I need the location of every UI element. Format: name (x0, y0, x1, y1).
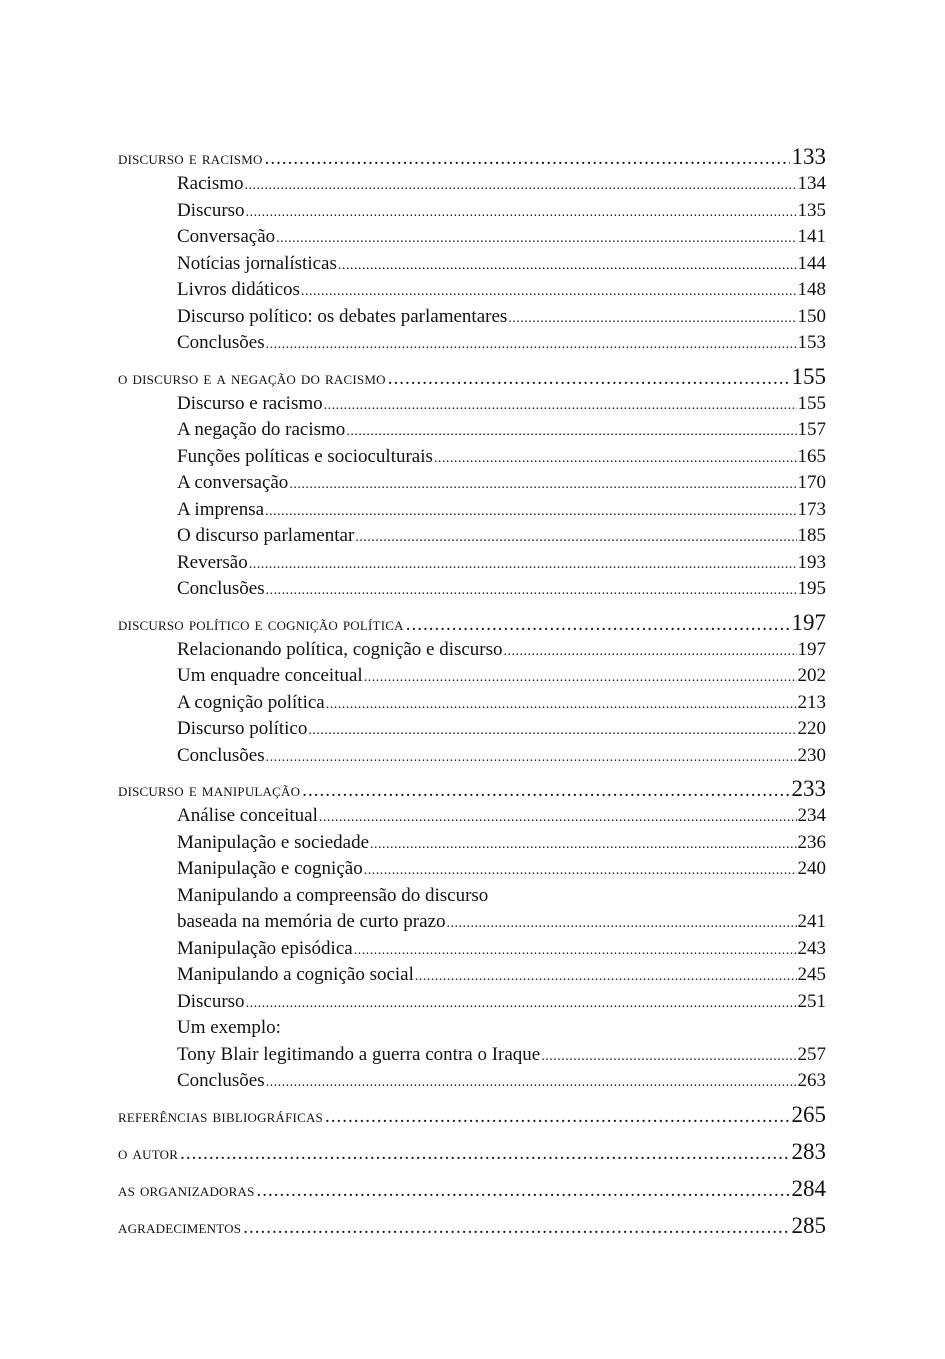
section-title: Racismo (177, 173, 244, 194)
dot-leader (249, 552, 797, 579)
section-page-number: 157 (797, 419, 826, 440)
section-title: Manipulação episódica (177, 937, 353, 959)
dot-leader (355, 525, 796, 552)
section-page-number: 153 (797, 332, 826, 353)
section-page-number: 141 (797, 226, 826, 247)
dot-leader (246, 200, 797, 227)
chapter-page-number: 283 (791, 1138, 826, 1164)
section-page-number: 243 (797, 937, 826, 959)
section-title: Manipulando a cognição social (177, 964, 414, 985)
toc-section-entry[interactable] (118, 224, 826, 251)
toc-section-entry[interactable] (118, 856, 826, 883)
section-title: A conversação (177, 472, 289, 493)
toc-section-entry[interactable] (118, 277, 826, 304)
section-page-number: 173 (797, 498, 826, 520)
section-page-number: 165 (797, 445, 826, 467)
dot-leader (338, 253, 797, 280)
toc-section-entry[interactable] (118, 198, 826, 225)
section-title: Notícias jornalísticas (177, 252, 337, 274)
dot-leader (354, 938, 797, 965)
dot-leader (301, 279, 797, 306)
toc-chapter-entry[interactable] (118, 1101, 826, 1129)
dot-leader (541, 1044, 796, 1071)
toc-chapter-group (118, 1175, 826, 1203)
section-title: Conclusões (177, 578, 265, 599)
section-page-number: 202 (797, 665, 826, 686)
chapter-title: agradecimentos (118, 1216, 242, 1238)
toc-chapter-group (118, 609, 826, 770)
section-title: Livros didáticos (177, 279, 300, 300)
toc-section-entry[interactable] (118, 743, 826, 770)
toc-chapter-group (118, 1212, 826, 1240)
dot-leader (266, 745, 797, 772)
section-title: Conclusões (177, 332, 265, 353)
section-page-number: 134 (797, 173, 826, 194)
section-page-number: 245 (797, 964, 826, 985)
toc-section-entry (118, 883, 826, 910)
section-page-number: 195 (797, 578, 826, 599)
section-title: Conclusões (177, 1070, 265, 1091)
dot-leader (447, 911, 797, 938)
toc-section-entry[interactable] (118, 962, 826, 989)
dot-leader (324, 393, 797, 420)
section-page-number: 197 (797, 638, 826, 660)
toc-chapter-group (118, 1138, 826, 1166)
dot-leader (325, 1103, 790, 1131)
dot-leader (370, 832, 796, 859)
dot-leader (180, 1140, 789, 1168)
dot-leader (265, 145, 790, 173)
toc-section-entry[interactable] (118, 444, 826, 471)
toc-section-entry[interactable] (118, 1068, 826, 1095)
section-page-number: 148 (797, 279, 826, 300)
toc-chapter-entry[interactable] (118, 1175, 826, 1203)
toc-section-entry[interactable] (118, 171, 826, 198)
dot-leader (434, 446, 797, 473)
section-page-number: 213 (797, 691, 826, 713)
toc-chapter-group (118, 1101, 826, 1129)
chapter-page-number: 284 (791, 1175, 826, 1201)
section-title: Um enquadre conceitual (177, 665, 363, 686)
chapter-title: referências bibliográficas (118, 1105, 323, 1127)
section-page-number: 241 (797, 911, 826, 932)
toc-chapter-entry[interactable] (118, 1212, 826, 1240)
dot-leader (276, 226, 796, 253)
section-title: baseada na memória de curto prazo (177, 911, 446, 932)
section-title: Discurso (177, 199, 245, 221)
section-title: Manipulação e cognição (177, 858, 363, 879)
section-title: Um exemplo: (177, 1017, 281, 1038)
toc-section-entry[interactable] (118, 304, 826, 331)
dot-leader (266, 332, 797, 359)
section-title: Tony Blair legitimando a guerra contra o Iraque (177, 1043, 541, 1065)
section-title: Manipulação e sociedade (177, 831, 370, 853)
toc-chapter-group (118, 363, 826, 603)
toc-section-entry[interactable] (118, 1042, 826, 1069)
section-title: Discurso político: os debates parlamentares (177, 305, 508, 327)
chapter-title: discurso político e cognição política (118, 613, 404, 635)
toc-chapter-entry[interactable] (118, 363, 826, 391)
chapter-page-number: 155 (791, 363, 826, 389)
chapter-title: o discurso e a negação do racismo (118, 367, 386, 389)
section-page-number: 234 (797, 805, 826, 826)
dot-leader (302, 777, 789, 805)
section-title: Análise conceitual (177, 805, 318, 826)
dot-leader (364, 665, 797, 692)
section-page-number: 144 (797, 252, 826, 274)
chapter-title: o autor (118, 1142, 179, 1164)
section-page-number: 236 (797, 831, 826, 853)
section-title: Conclusões (177, 744, 265, 766)
chapter-page-number: 197 (791, 609, 826, 635)
section-page-number: 170 (797, 472, 826, 493)
toc-chapter-entry[interactable] (118, 609, 826, 637)
section-title: Conversação (177, 226, 276, 247)
toc-section-entry[interactable] (118, 803, 826, 830)
section-title: Discurso político (177, 718, 308, 739)
section-title: Relacionando política, cognição e discurso (177, 638, 503, 660)
chapter-title: discurso e manipulação (118, 780, 301, 801)
toc-section-entry[interactable] (118, 523, 826, 550)
toc-chapter-group (118, 143, 826, 357)
dot-leader (246, 991, 797, 1018)
section-page-number: 135 (797, 199, 826, 221)
toc-section-entry[interactable] (118, 470, 826, 497)
toc-section-entry[interactable] (118, 637, 826, 664)
section-page-number: 185 (797, 525, 826, 546)
toc-section-entry[interactable] (118, 550, 826, 577)
dot-leader (257, 1177, 790, 1205)
section-title: A cognição política (177, 691, 325, 713)
dot-leader (388, 365, 790, 393)
toc-section-entry[interactable] (118, 909, 826, 936)
section-title: Manipulando a compreensão do discurso (177, 884, 489, 906)
section-page-number: 257 (797, 1043, 826, 1065)
section-page-number: 220 (797, 718, 826, 739)
section-title: Funções políticas e socioculturais (177, 445, 433, 467)
toc-section-entry[interactable] (118, 663, 826, 690)
chapter-page-number: 233 (791, 776, 826, 801)
toc-chapter-entry[interactable] (118, 1138, 826, 1166)
toc-section-entry[interactable] (118, 251, 826, 278)
section-page-number: 251 (797, 990, 826, 1012)
toc-chapter-group (118, 775, 826, 1095)
section-title: A imprensa (177, 498, 265, 520)
dot-leader (415, 964, 797, 991)
toc-section-entry[interactable] (118, 576, 826, 603)
section-title: A negação do racismo (177, 419, 346, 440)
dot-leader (289, 472, 796, 499)
section-page-number: 155 (797, 392, 826, 414)
section-title: Discurso e racismo (177, 392, 323, 414)
toc-section-entry[interactable] (118, 497, 826, 524)
section-title: Reversão (177, 551, 248, 573)
toc-section-entry[interactable] (118, 391, 826, 418)
section-page-number: 263 (797, 1070, 826, 1091)
dot-leader (265, 499, 796, 526)
chapter-page-number: 265 (791, 1101, 826, 1127)
section-title: O discurso parlamentar (177, 525, 355, 546)
section-page-number: 193 (797, 551, 826, 573)
dot-leader (245, 173, 797, 200)
dot-leader (266, 1070, 797, 1097)
chapter-title: discurso e racismo (118, 148, 263, 169)
dot-leader (406, 611, 790, 639)
chapter-page-number: 133 (791, 144, 826, 169)
toc-section-entry[interactable] (118, 330, 826, 357)
section-page-number: 150 (797, 305, 826, 327)
toc-section-entry[interactable] (118, 989, 826, 1016)
toc-section-entry[interactable] (118, 417, 826, 444)
toc-chapter-entry[interactable] (118, 775, 826, 803)
dot-leader (266, 578, 797, 605)
dot-leader (243, 1214, 789, 1242)
table-of-contents (118, 143, 826, 1249)
toc-section-entry[interactable] (118, 936, 826, 963)
dot-leader (319, 805, 797, 832)
toc-section-entry[interactable] (118, 716, 826, 743)
chapter-title: as organizadoras (118, 1179, 255, 1201)
toc-section-entry[interactable] (118, 830, 826, 857)
dot-leader (364, 858, 797, 885)
toc-chapter-entry[interactable] (118, 143, 826, 171)
section-title: Discurso (177, 990, 245, 1012)
dot-leader (326, 692, 797, 719)
toc-section-entry (118, 1015, 826, 1042)
section-page-number: 230 (797, 744, 826, 766)
dot-leader (508, 306, 796, 333)
section-page-number: 240 (797, 858, 826, 879)
dot-leader (308, 718, 796, 745)
chapter-page-number: 285 (791, 1212, 826, 1238)
dot-leader (504, 639, 797, 666)
dot-leader (346, 419, 796, 446)
toc-section-entry[interactable] (118, 690, 826, 717)
